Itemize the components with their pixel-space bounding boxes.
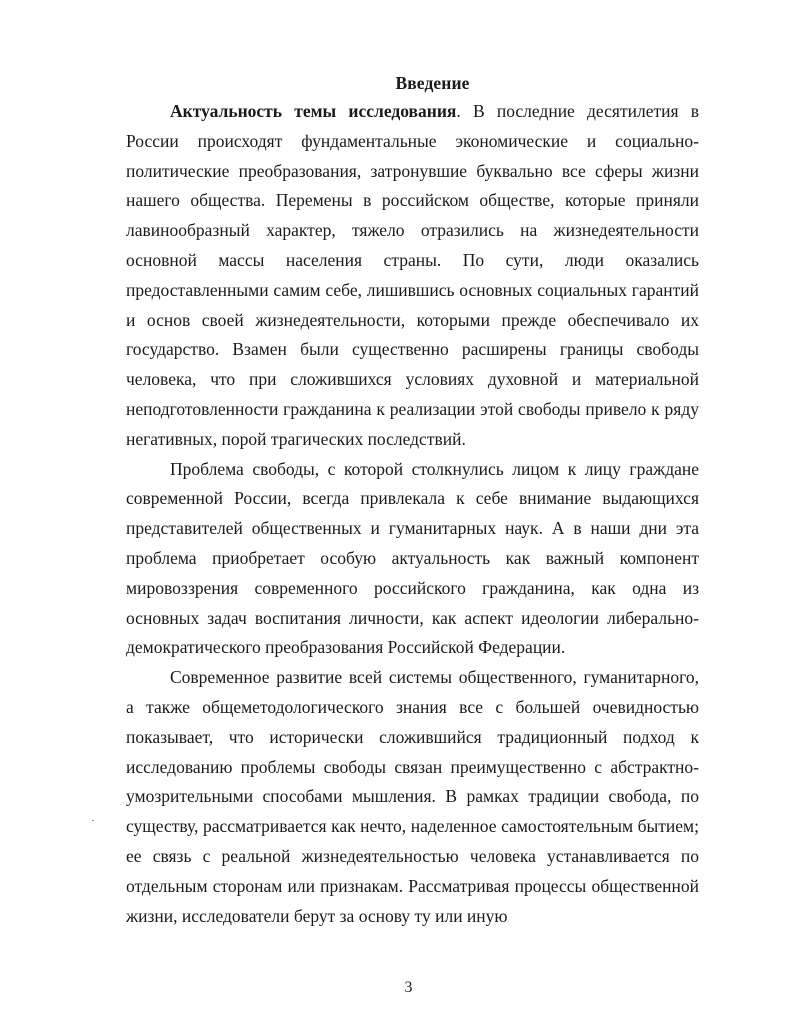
paragraph-relevance <box>126 97 699 455</box>
page-heading: Введение <box>395 73 470 93</box>
paragraph-modern-development <box>126 663 699 931</box>
paragraph-text: . В последние десятилетия в России происходят фундаментальные экономические и социально-политические преобразования, затронувшие буквально все сферы жизни нашего общества. Перемены в российском обществе, которые приняли лавинообразный характер, тяжело отразились на жизнедеятельности основной массы населения страны. По сути, люди оказались предоставленными самим себе, лишившись основных социальных гарантий и основ своей жизнедеятельности, которыми прежде обеспечивало их государство. Взамен были существенно расширены границы свободы человека, что при сложившихся условиях духовной и материальной неподготовленности гражданина к реализации этой свободы привело к ряду негативных, порой трагических последствий. <box>126 101 699 449</box>
scan-artifact-dot <box>92 820 94 821</box>
paragraph-text: Современное развитие всей системы общественного, гуманитарного, а также общеметодологического знания все с большей очевидностью показывает, что исторически сложившийся традиционный подход к исследованию проблемы свободы связан преимущественно с абстрактно-умозрительными способами мышления. В рамках традиции свобода, по существу, рассматривается как нечто, наделенное самостоятельным бытием; ее связь с реальной жизнедеятельностью человека устанавливается по отдельным сторонам или признакам. Рассматривая процессы общественной жизни, исследователи берут за основу ту или иную <box>126 667 699 926</box>
paragraph-lead: Актуальность темы исследования <box>170 101 457 121</box>
paragraph-text: Проблема свободы, с которой столкнулись лицом к лицу граждане современной России, всегда привлекала к себе внимание выдающихся представителей общественных и гуманитарных наук. А в наши дни эта проблема приобретает особую актуальность как важный компонент мировоззрения современного российского гражданина, как одна из основных задач воспитания личности, как аспект идеологии либерально-демократического преобразования Российской Федерации. <box>126 458 699 658</box>
paragraph-freedom-problem <box>126 455 699 664</box>
body-text <box>126 97 699 931</box>
page-number: 3 <box>404 979 413 996</box>
